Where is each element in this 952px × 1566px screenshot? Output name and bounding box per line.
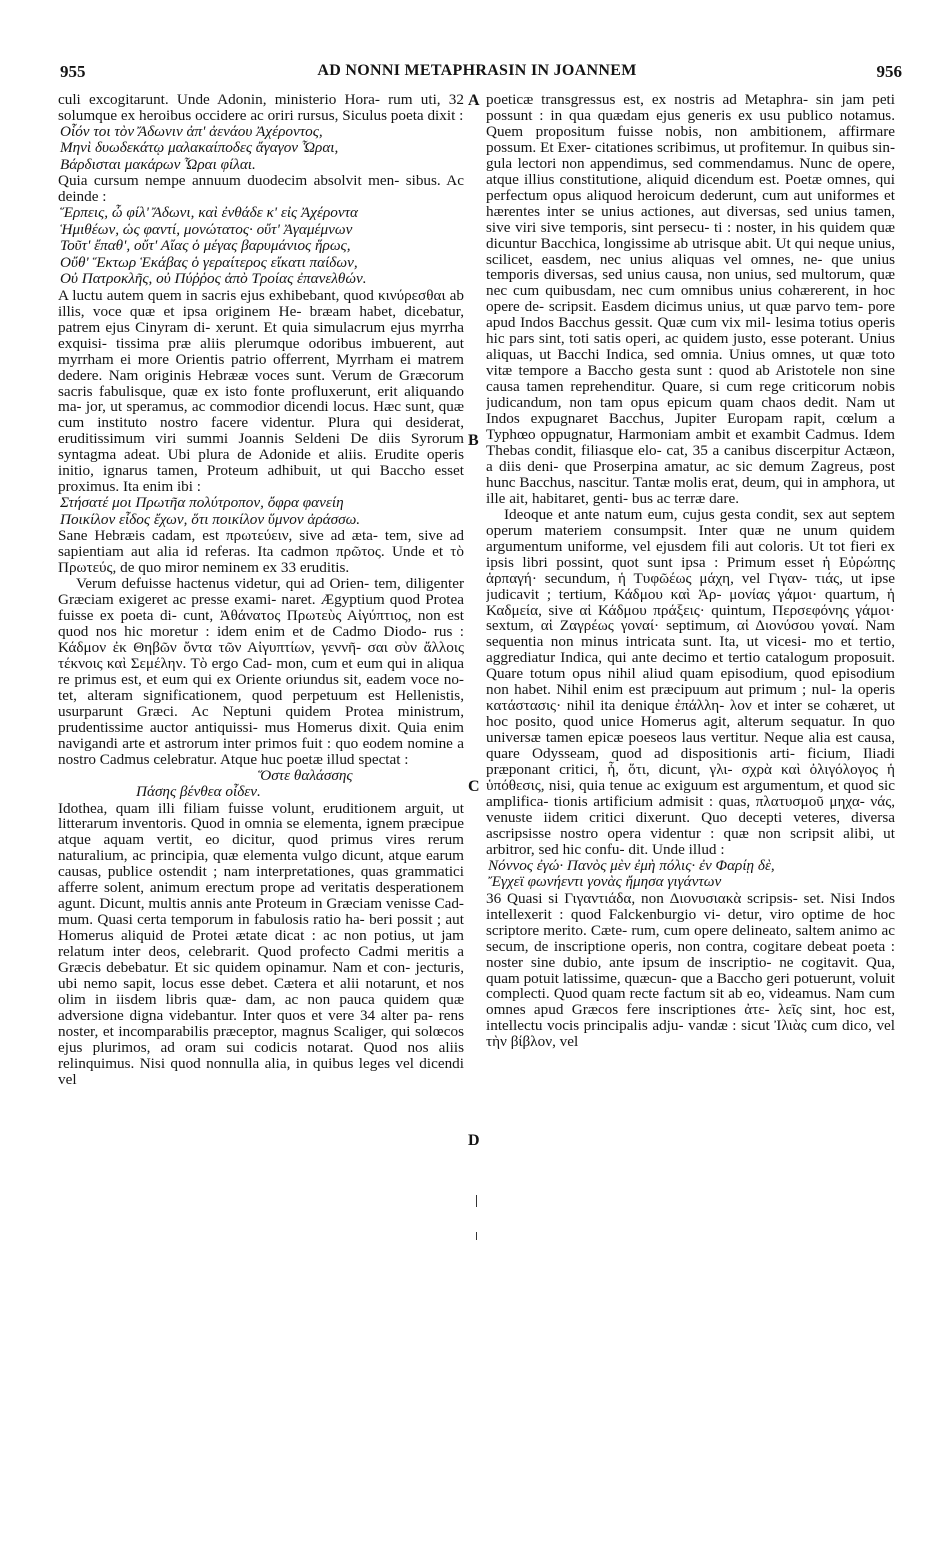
- paragraph: culi excogitarunt. Unde Adonin, ministerio Hora- rum uti, 32 solumque ex heroibus occidere ac oriri rursus, Siculus poeta dixit :: [58, 92, 464, 124]
- running-header: [52, 62, 902, 84]
- paragraph: Sane Hebræis cadam, est πρωτεύειν, sive ad æta- tem, sive ad sapientiam aut alia id referas. Ita cadmon πρῶτος. Unde et τὸ Πρωτεύς, de quo miror neminem ex 33 eruditis.: [58, 527, 464, 577]
- paragraph: A luctu autem quem in sacris ejus exhibebant, quod κινύρεσθαι ab illis, voce quæ et ipsa originem He- bræam habet, dicebatur, patrem ejus Cinyram di- xerunt. Et quia simulacrum ejus myrrha exquisi- tissima præ aliis plerumque odoribus imbuerent, aut myrrham ei more Orientis patrio offerrent, Myrrham ei matrem dedere. Nam originis Hebrææ voces sunt. Verum de Græcorum sacris fabulisque, quæ ex isto fonte profluxerunt, erit aliquando ma- jor, ut speramus, ac commodior dicendi locus. Hæc sunt, quæ cum instituto nostro facere videntur. Plura qui desiderat, eruditissimum viri summi Joannis Seldeni De diis Syrorum syntagma adeat. Ubi plura de Adonide et aliis. Erudite operis initio, ignarus tamen, Proteum adhibuit, ut qui Baccho esset proximus. Ita enim ibi :: [58, 286, 464, 496]
- paragraph: Ideoque et ante natum eum, cujus gesta condit, sex aut septem operum materiem consumpsit. Inter quæ ne unum quidem argumentum uniforme, vel ejusdem fili aut coloris. Ut tot fieri ex ipsis libri possint, quot sunt ipsa : Primum esset ἡ Εὐρώπης ἁρπαγή· secundum, ἡ Τυφῶέως μάχη, vel Γιγαν- τιάς, ut ipse judicavit ; tertium, Κάδμου καὶ Ἁρ- μονίας γάμοι· quartum, ἡ Καδμεία, sive αἱ Κάδμου πράξεις· quintum, Περσεφόνης γάμοι· sextum, αἱ Ζαγρέως γοναί· septimum, αἱ Διονύσου γοναί. Nam sequentia non minus intricata sunt. Ita, ut vicesi- mo et tertio, aggrediatur Indica, qui ante decimo et tertio catalogum proposuit. Quare totum opus nihil aliud quam episodium, quod episodium non habet. Nihil enim est præcipuum aut primum ; nul- la operis κατάστασις· nihil ita denique ἐπάλλη- λον et inter se cohæret, ut hoc posito, quod unice Homerus agit, alterum sequatur. In quo universæ tamen epicæ poeseos laus vertitur. Neque alia est causa, quare Odysseam, quod ad dispositionis arti- ficium, Iliadi præponant critici, ἧ, ὅτι, dicunt, γλι- σχρὰ καὶ ὀλιγόλογος ἡ ὑπόθεσις, nisi, quia tenue ac exiguum est argumentum, et quod sic amplifica- tionis artificium admisit : quas, πλατυσμοῦ μηχα- νάς, venuste iidem critici dixerunt. Quo decepti veteres, diversa ascripsisse nostro opera videntur : quæ non scripsit alibi, ut arbitror, sed hic confu- dit. Unde illud :: [486, 505, 895, 858]
- verse-line: Βάρδισται μακάρων Ὧραι φίλαι.: [60, 155, 256, 173]
- paragraph: Idothea, quam illi filiam fuisse volunt, eruditionem arguit, ut litterarum inventoris. Quod in omnia se elementa, ignem præcipue atque aquam vertit, eo dicitur, quod primus vires rerum naturalium, ac principia, quæ elementa vulgo dicunt, atque earum causas, publice ostendit ; nam interpretationes, quas grammatici afferre solent, animum erectum prope ad veritatis desperationem agunt. Dicunt, multis annis ante Proteum in Græciam venisse Cad- mum. Quasi certa temporum in fabulosis ratio ha- beri possit ; aut Homerus aliquid de Protei ætate dicat : ac non potius, ut jam relatum inter deos, celebrarit. Quod profecto Cadmi meritis a Græcis debebatur. Et sic quidem opinamur. Nam et con- jecturis, ubi nemo sapit, locus esse debet. Cætera et alii notarunt, et nos olim in iisdem libris quæ- dam, ac non pauca quidem quæ adversione digna videbantur. Inter quos et vere 34 alter pa- rens noster, et incomparabilis præceptor, magnus Scaliger, qui solœcos ejus plurimos, ad oram sui codicis notarat. Quod nos aliis relinquimus. Nisi quod nonnulla alia, in quibus leges vel dicendi vel: [58, 799, 464, 1088]
- verse-line: Μηνὶ δυωδεκάτῳ μαλακαίποδες ἄγαγον Ὧραι,: [60, 139, 339, 157]
- paragraph: 36 Quasi si Γιγαντιάδα, non Διονυσιακὰ scripsis- set. Nisi Indos intellexerit : quod Falckenburgio vi- detur, viro optime de hoc scriptore merito. Cæte- rum, cum opere delineato, saltem animo ac secum, de inscriptione operis, non contra, cogitare debeat poeta : noster sine dubio, ante ipsum de inscriptio- ne cogitavit. Qua, quam potuit latissime, quæcun- que a Baccho geri potuerunt, voluit complecti. Quod quam recte factum sit ab eo, videamus. Nam cum omnes apud Græcos fere inscriptiones ἀτε- λεῖς sint, hoc est, intellectu vocis principalis adju- vandæ : sicut Ἰλιὰς cum dico, vel τὴν βίβλον, vel: [486, 889, 895, 1051]
- margin-letter-c: C: [468, 778, 480, 795]
- verse-line: Οὐ Πατροκλῆς, οὐ Πύῤῥος ἀπὸ Τροίας ἐπανελθών.: [60, 270, 367, 288]
- right-column: [486, 92, 895, 1492]
- verse-line: Ἡμιθέων, ὡς φαντί, μονώτατος· οὔτ' Ἀγαμέμνων: [60, 220, 353, 238]
- paragraph: Quia cursum nempe annuum duodecim absolvit men- sibus. Ac deinde :: [58, 172, 464, 206]
- margin-letter-d: D: [468, 1132, 480, 1149]
- running-title: AD NONNI METAPHRASIN IN JOANNEM: [317, 62, 637, 79]
- verse-line: Τοῦτ' ἔπαθ', οὔτ' Αἴας ὁ μέγας βαρυμάνιος ἥρως,: [60, 237, 351, 255]
- verse-line: Ἔγχεϊ φωνήεντι γονὰς ἤμησα γιγάντων: [488, 873, 722, 891]
- column-rule-mark: [476, 1232, 477, 1240]
- verse-line: Οὔθ' Ἕκτωρ Ἑκάβας ὁ γεραίτερος εἴκατι παίδων,: [60, 253, 358, 271]
- paragraph: Verum defuisse hactenus videtur, qui ad Orien- tem, diligenter Græciam exigeret ac presse exami- naret. Ægyptium quod Protea fuisse ex poeta di- cunt, Ἀθάνατος Πρωτεὺς Αἰγύπτιος, non est quod nos hic moretur : idem enim et de Cadmo Diodo- rus : Κάδμον ἐκ Θηβῶν ὄντα τῶν Αἰγυπτίων, γεννῆ- σαι σὺν ἄλλοις τέκνοις καὶ Σεμέλην. Tὸ ergo Cad- mon, cum et eum qui in aliqua re primus est, et eum qui ex Oriente oriundus sit, eadem voce no- tet, alteram significationem, quod perpetuum est Hellenistis, usurparunt Græci. Ac Neptuni quidem Protea ministrum, prudentissime auctor antiquissi- mus Homerus dixit. Quia enim navigandi arte et astrorum inter primos fuit : quo eodem nomine a nostro Cadmus celebratur. Atque huc poetæ illud spectat :: [58, 575, 464, 768]
- verse-line: Πάσης βένθεα οἶδεν.: [136, 783, 261, 800]
- left-column: [58, 92, 464, 1492]
- column-rule-mark: [476, 1195, 477, 1207]
- page-number-left: 955: [60, 62, 86, 81]
- verse-line: Οἷόν τοι τὸν Ἄδωνιν ἀπ' ἀενάου Ἀχέροντος,: [60, 122, 323, 140]
- page-number-right: 956: [876, 62, 902, 81]
- verse-line: Ὅστε θαλάσσης: [258, 766, 353, 784]
- margin-letter-a: A: [468, 92, 480, 109]
- verse-line: Νόννος ἐγώ· Πανὸς μὲν ἐμὴ πόλις· ἐν Φαρίῃ δὲ,: [488, 856, 775, 874]
- verse-line: Στήσατέ μοι Πρωτῆα πολύτροπον, ὄφρα φανείη: [60, 494, 344, 512]
- margin-letter-b: B: [468, 432, 479, 449]
- verse-line: Ἕρπεις, ὦ φίλ' Ἄδωνι, καὶ ἐνθάδε κ' εἰς Ἀχέροντα: [60, 204, 358, 222]
- paragraph: poeticæ transgressus est, ex nostris ad Metaphra- sin jam peti possunt : in qua quædam ejus generis ex usu publico notamus. Quem propositum fuisse nobis, non ambitionem, affirmare possum. Et Exer- citationes scribimus, ut profitemur. In quibus sin- gula lectori non appendimus, sed commendamus. Nunc de opere, atque illius constitutione, aliquid dicendum est. Poetæ omnes, qui perfectum opus aliquod heroicum dederunt, cum aut uniformes et hærentes inter se unius actiones, aut diversas, sed unius tamen, sive viri sive temporis, sint persecu- ti : noster, in his quidem quæ dicuntur Bacchica, longissime ab utrisque abit. Ut qui neque unius, scilicet, easdem, nec unius aliquas vel omnes, ne- que unius temporis diversas, sed unius causa, non unius, sed multorum, quæ nec cum quibusdam, nec cum omnibus unius cohærerent, in hoc opere de- scripsit. Easdem dicimus unius, ut quæ parvo tem- pore apud Indos Bacchus gessit. Quæ cum vix mil- lesima totius operis hic pars sint, toti satis operi, ac quidem justo, esse poterant. Unius aliquas, ut Bacchi Indica, sed omnia. Unius omnes, ut quæ toto vitæ tempore a Baccho gesta sunt : quod ab Aristotele non sine causa tamen reprehenditur. Quare, si cum rege criticorum nobis judicandum, non tam opus epicum quam chaos dedit. Nam ut Indos expugnaret Bacchus, Jupiter Europam rapit, cœlum a Typhœo oppugnatur, Harmoniam ambit et exambit Cadmus. Idem Thebas condit, filiasque elo- cat, 35 a canibus discerpitur Actæon, a diis deni- que Proserpina amatur, ac sic demum Zagreus, post hunc Bacchus, nascitur. Tantæ molis erat, deum, qui in amphora, ut ille ait, habitaret, genti- bus ac terræ dare.: [486, 92, 895, 507]
- verse-line: Ποικίλον εἶδος ἔχων, ὅτι ποικίλον ὕμνον ἀράσσω.: [60, 510, 361, 528]
